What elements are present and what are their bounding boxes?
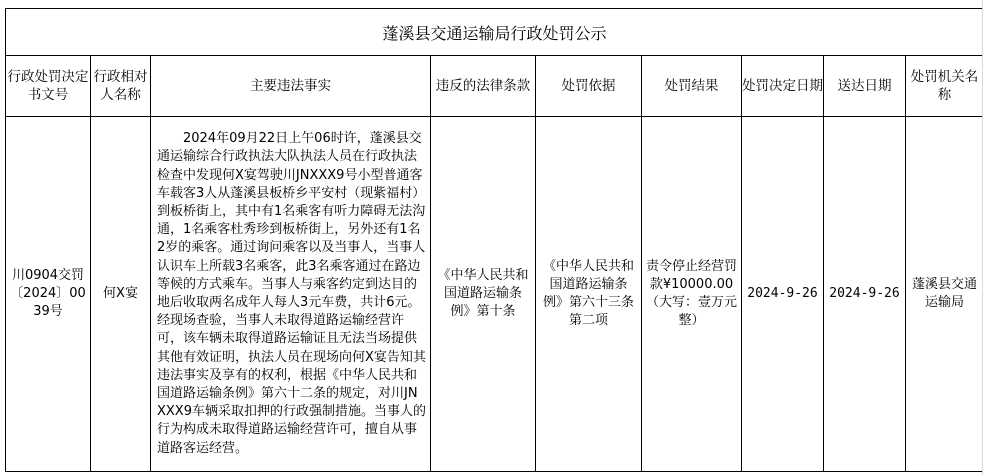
header-doc-no: 行政处罚决定书文号: [6, 56, 91, 117]
cell-doc-no: 川0904交罚〔2024〕0039号: [6, 117, 91, 472]
cell-law: 《中华人民共和国道路运输条例》第十条: [431, 117, 536, 472]
table-row: [6, 117, 983, 472]
header-facts: 主要违法事实: [151, 56, 431, 117]
table-title: 蓬溪县交通运输局行政处罚公示: [6, 9, 983, 56]
cell-result: 责令停止经营罚款¥10000.00（大写：壹万元整）: [642, 117, 742, 472]
cell-delivery-date: 2024-9-26: [824, 117, 906, 472]
cell-basis: 《中华人民共和国道路运输条例》第六十三条第二项: [536, 117, 642, 472]
header-basis: 处罚依据: [536, 56, 642, 117]
cell-decision-date: 2024-9-26: [742, 117, 824, 472]
cell-facts: 2024年09月22日上午06时许，蓬溪县交通运输综合行政执法大队执法人员在行政执法检查中发现何X宴驾驶川JNXXX9号小型普通客车载客3人从蓬溪县板桥乡平安村（现紫福村）到板桥街上，其中有1名乘客有听力障碍无法沟通，1名乘客杜秀珍到板桥街上，另外还有1名2岁的乘客。通过询问乘客以及当事人，当事人认识车上所载3名乘客，此3名乘客通过在路边等候的方式乘车。当事人与乘客约定到达目的地后收取两名成年人每人3元车费，共计6元。经现场查验，当事人未取得道路运输经营许可，该车辆未取得道路运输证且无法当场提供其他有效证明，执法人员在现场向何X宴告知其违法事实及享有的权利，根据《中华人民共和国道路运输条例》第六十二条的规定，对川JNXXX9车辆采取扣押的行政强制措施。当事人的行为构成未取得道路运输经营许可，擅自从事道路客运经营。: [151, 117, 431, 472]
cell-authority: 蓬溪县交通运输局: [906, 117, 983, 472]
cell-party: 何X宴: [91, 117, 151, 472]
header-authority: 处罚机关名称: [906, 56, 983, 117]
penalty-table: [5, 8, 983, 472]
header-decision-date: 处罚决定日期: [742, 56, 824, 117]
header-delivery-date: 送达日期: [824, 56, 906, 117]
header-law: 违反的法律条款: [431, 56, 536, 117]
header-result: 处罚结果: [642, 56, 742, 117]
header-party: 行政相对人名称: [91, 56, 151, 117]
header-row: [6, 56, 983, 117]
